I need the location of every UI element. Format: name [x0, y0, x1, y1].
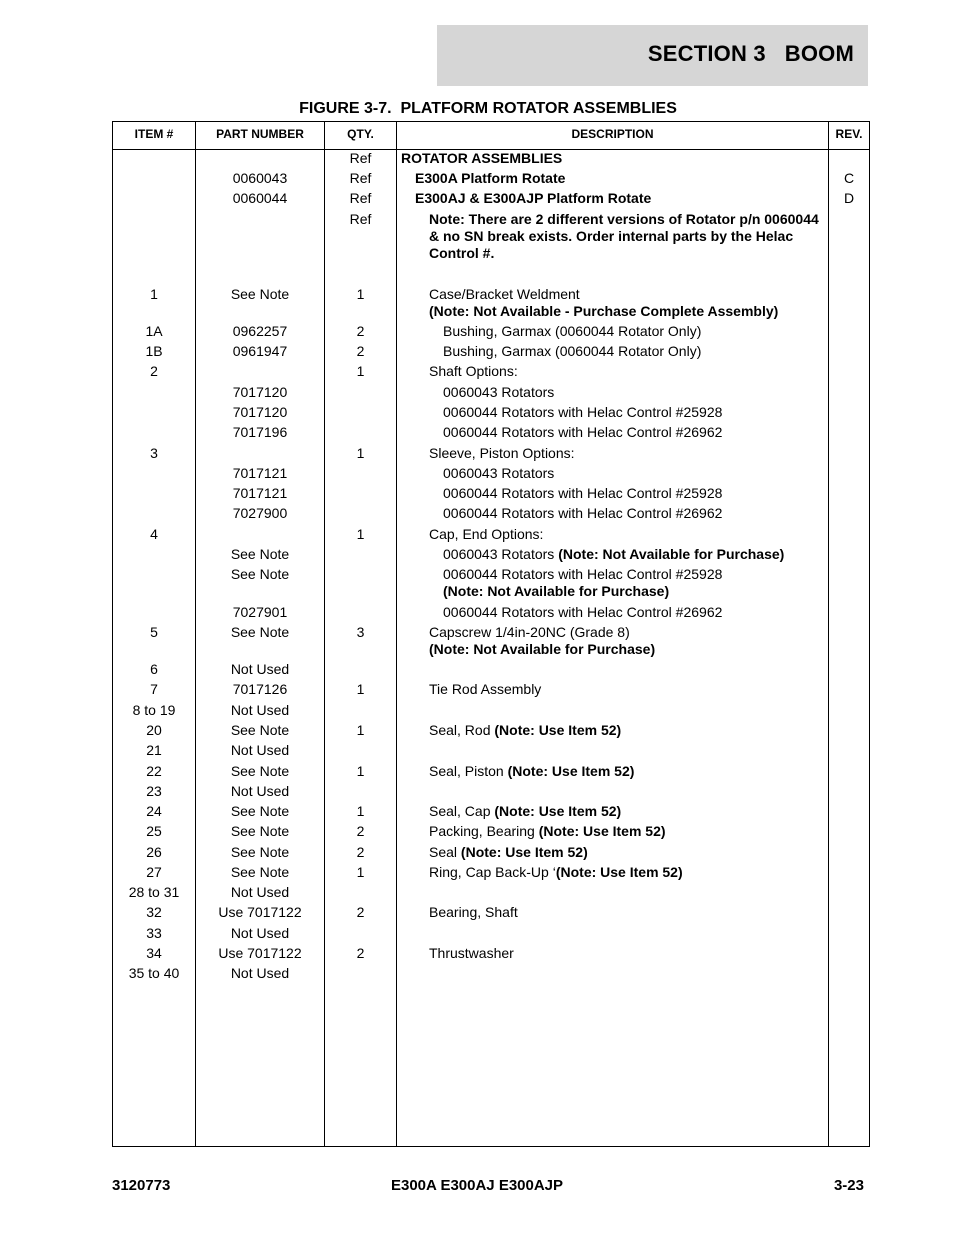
description-text: Seal, Rod [429, 722, 495, 738]
description-text: 0060043 Rotators [443, 465, 555, 481]
description-note: Control #. [429, 245, 495, 261]
quantity: 1 [356, 363, 365, 379]
item-number: 2 [150, 363, 158, 379]
model-list: E300A E300AJ E300AJP [390, 1177, 564, 1194]
description-text: Capscrew 1/4in-20NC (Grade 8) [429, 624, 630, 640]
description [429, 803, 829, 820]
item-number: 33 [146, 925, 162, 941]
description [443, 583, 843, 600]
item-number: 3 [150, 445, 158, 461]
part-number: 7017121 [232, 465, 288, 481]
description-text: Shaft Options: [429, 363, 518, 379]
description [429, 864, 829, 881]
quantity: 3 [356, 624, 365, 640]
doc-number: 3120773 [112, 1177, 171, 1194]
part-number: See Note [230, 803, 290, 819]
item-number: 21 [146, 742, 162, 758]
description-note: E300AJ & E300AJP Platform Rotate [415, 190, 652, 206]
description [443, 323, 843, 340]
item-number: 35 to 40 [128, 965, 180, 981]
part-number: 7017126 [232, 681, 288, 697]
quantity: 2 [356, 343, 365, 359]
part-number: 7017196 [232, 424, 288, 440]
description [429, 945, 829, 962]
quantity: 1 [356, 445, 365, 461]
description-text: Case/Bracket Weldment [429, 286, 580, 302]
part-number: 0060044 [232, 190, 288, 206]
item-number: 6 [150, 661, 158, 677]
part-number: 7017120 [232, 384, 288, 400]
part-number: See Note [230, 286, 290, 302]
quantity: Ref [349, 150, 372, 166]
item-number: 8 to 19 [132, 702, 176, 718]
quantity: 1 [356, 803, 365, 819]
description-text: Packing, Bearing [429, 823, 539, 839]
item-number: 26 [146, 844, 162, 860]
column-header-rev: REV. [835, 127, 863, 141]
description-note: (Note: Use Item 52) [538, 823, 666, 839]
description-text: Sleeve, Piston Options: [429, 445, 575, 461]
section-header-box [437, 25, 868, 86]
part-number: See Note [230, 624, 290, 640]
description [443, 343, 843, 360]
description-text: Cap, End Options: [429, 526, 544, 542]
description-note: (Note: Not Available for Purchase) [443, 583, 670, 599]
part-number: See Note [230, 823, 290, 839]
part-number: 0961947 [232, 343, 288, 359]
section-title: SECTION 3 BOOM [647, 41, 854, 66]
description-note: Note: There are 2 different versions of Rotator p/n 0060044 [429, 211, 819, 227]
column-divider [396, 122, 397, 1146]
description-text: Ring, Cap Back-Up ‘ [429, 864, 556, 880]
description [401, 150, 801, 167]
description [443, 465, 843, 482]
part-number: 7017120 [232, 404, 288, 420]
description-text: Seal, Cap [429, 803, 495, 819]
part-number: See Note [230, 566, 290, 582]
description [429, 445, 829, 462]
figure-title: FIGURE 3-7. PLATFORM ROTATOR ASSEMBLIES [299, 100, 677, 117]
quantity: Ref [349, 170, 372, 186]
description [429, 722, 829, 739]
item-number: 5 [150, 624, 158, 640]
description [443, 404, 843, 421]
description [415, 190, 815, 207]
description [429, 844, 829, 861]
description [429, 363, 829, 380]
description-note: (Note: Not Available - Purchase Complete Assembly) [429, 303, 779, 319]
item-number: 34 [146, 945, 162, 961]
quantity: 1 [356, 864, 365, 880]
description-text: Tie Rod Assembly [429, 681, 542, 697]
part-number: Use 7017122 [218, 945, 302, 961]
description-text: Seal, Piston [429, 763, 508, 779]
part-number: See Note [230, 546, 290, 562]
part-number: 0060043 [232, 170, 288, 186]
description-note: (Note: Use Item 52) [555, 864, 683, 880]
description [443, 384, 843, 401]
description-note: (Note: Use Item 52) [494, 803, 622, 819]
item-number: 28 to 31 [128, 884, 180, 900]
description-text: Bushing, Garmax (0060044 Rotator Only) [443, 343, 702, 359]
part-number: See Note [230, 864, 290, 880]
description [429, 624, 829, 641]
quantity: 2 [356, 323, 365, 339]
description-note: ROTATOR ASSEMBLIES [401, 150, 563, 166]
part-number: 7027900 [232, 505, 288, 521]
description-text: 0060044 Rotators with Helac Control #25928 [443, 566, 723, 582]
description [443, 485, 843, 502]
description [429, 904, 829, 921]
part-number: Not Used [230, 702, 290, 718]
part-number: Not Used [230, 884, 290, 900]
description-text: 0060044 Rotators with Helac Control #25928 [443, 404, 723, 420]
part-number: Not Used [230, 742, 290, 758]
revision: C [843, 170, 855, 186]
description-note: (Note: Use Item 52) [460, 844, 588, 860]
quantity: 1 [356, 763, 365, 779]
description-text: 0060043 Rotators [443, 546, 559, 562]
quantity: Ref [349, 190, 372, 206]
description [443, 505, 843, 522]
description-text: Bushing, Garmax (0060044 Rotator Only) [443, 323, 702, 339]
description-note: (Note: Not Available for Purchase) [558, 546, 785, 562]
item-number: 4 [150, 526, 158, 542]
description [443, 604, 843, 621]
item-number: 1B [145, 343, 163, 359]
item-number: 25 [146, 823, 162, 839]
description [429, 245, 829, 262]
part-number: 7017121 [232, 485, 288, 501]
item-number: 23 [146, 783, 162, 799]
parts-table [112, 121, 870, 1147]
part-number: 0962257 [232, 323, 288, 339]
description-note: (Note: Use Item 52) [494, 722, 622, 738]
part-number: Not Used [230, 783, 290, 799]
description [443, 424, 843, 441]
description-text: Seal [429, 844, 461, 860]
quantity: 2 [356, 904, 365, 920]
part-number: Not Used [230, 965, 290, 981]
item-number: 27 [146, 864, 162, 880]
description [429, 763, 829, 780]
description [443, 566, 843, 583]
description [429, 526, 829, 543]
quantity: 1 [356, 286, 365, 302]
quantity: 2 [356, 945, 365, 961]
column-header-item: ITEM # [134, 127, 174, 141]
description-text: 0060044 Rotators with Helac Control #26962 [443, 424, 723, 440]
description-note: & no SN break exists. Order internal parts by the Helac [429, 228, 794, 244]
description [429, 641, 829, 658]
column-header-description: DESCRIPTION [571, 127, 654, 141]
description [443, 546, 843, 563]
description-text: 0060043 Rotators [443, 384, 555, 400]
item-number: 24 [146, 803, 162, 819]
quantity: 2 [356, 823, 365, 839]
quantity: 1 [356, 681, 365, 697]
item-number: 22 [146, 763, 162, 779]
item-number: 7 [150, 681, 158, 697]
description-text: Bearing, Shaft [429, 904, 518, 920]
description [415, 170, 815, 187]
part-number: Use 7017122 [218, 904, 302, 920]
description-text: 0060044 Rotators with Helac Control #26962 [443, 505, 723, 521]
quantity: 2 [356, 844, 365, 860]
part-number: See Note [230, 722, 290, 738]
description [429, 211, 829, 228]
part-number: See Note [230, 844, 290, 860]
column-header-part-number: PART NUMBER [216, 127, 304, 141]
item-number: 1 [150, 286, 158, 302]
description-text: 0060044 Rotators with Helac Control #26962 [443, 604, 723, 620]
part-number: See Note [230, 763, 290, 779]
quantity: Ref [349, 211, 372, 227]
item-number: 32 [146, 904, 162, 920]
description [429, 303, 829, 320]
description [429, 286, 829, 303]
description-text: Thrustwasher [429, 945, 514, 961]
item-number: 20 [146, 722, 162, 738]
description-note: (Note: Use Item 52) [507, 763, 635, 779]
description [429, 681, 829, 698]
revision: D [843, 190, 855, 206]
item-number: 1A [145, 323, 163, 339]
page-number: 3-23 [833, 1177, 864, 1194]
description [429, 228, 829, 245]
part-number: Not Used [230, 661, 290, 677]
description [429, 823, 829, 840]
description-text: 0060044 Rotators with Helac Control #25928 [443, 485, 723, 501]
quantity: 1 [356, 722, 365, 738]
description-note: (Note: Not Available for Purchase) [429, 641, 656, 657]
column-header-qty: QTY. [347, 127, 374, 141]
quantity: 1 [356, 526, 365, 542]
description-note: E300A Platform Rotate [415, 170, 566, 186]
part-number: Not Used [230, 925, 290, 941]
part-number: 7027901 [232, 604, 288, 620]
